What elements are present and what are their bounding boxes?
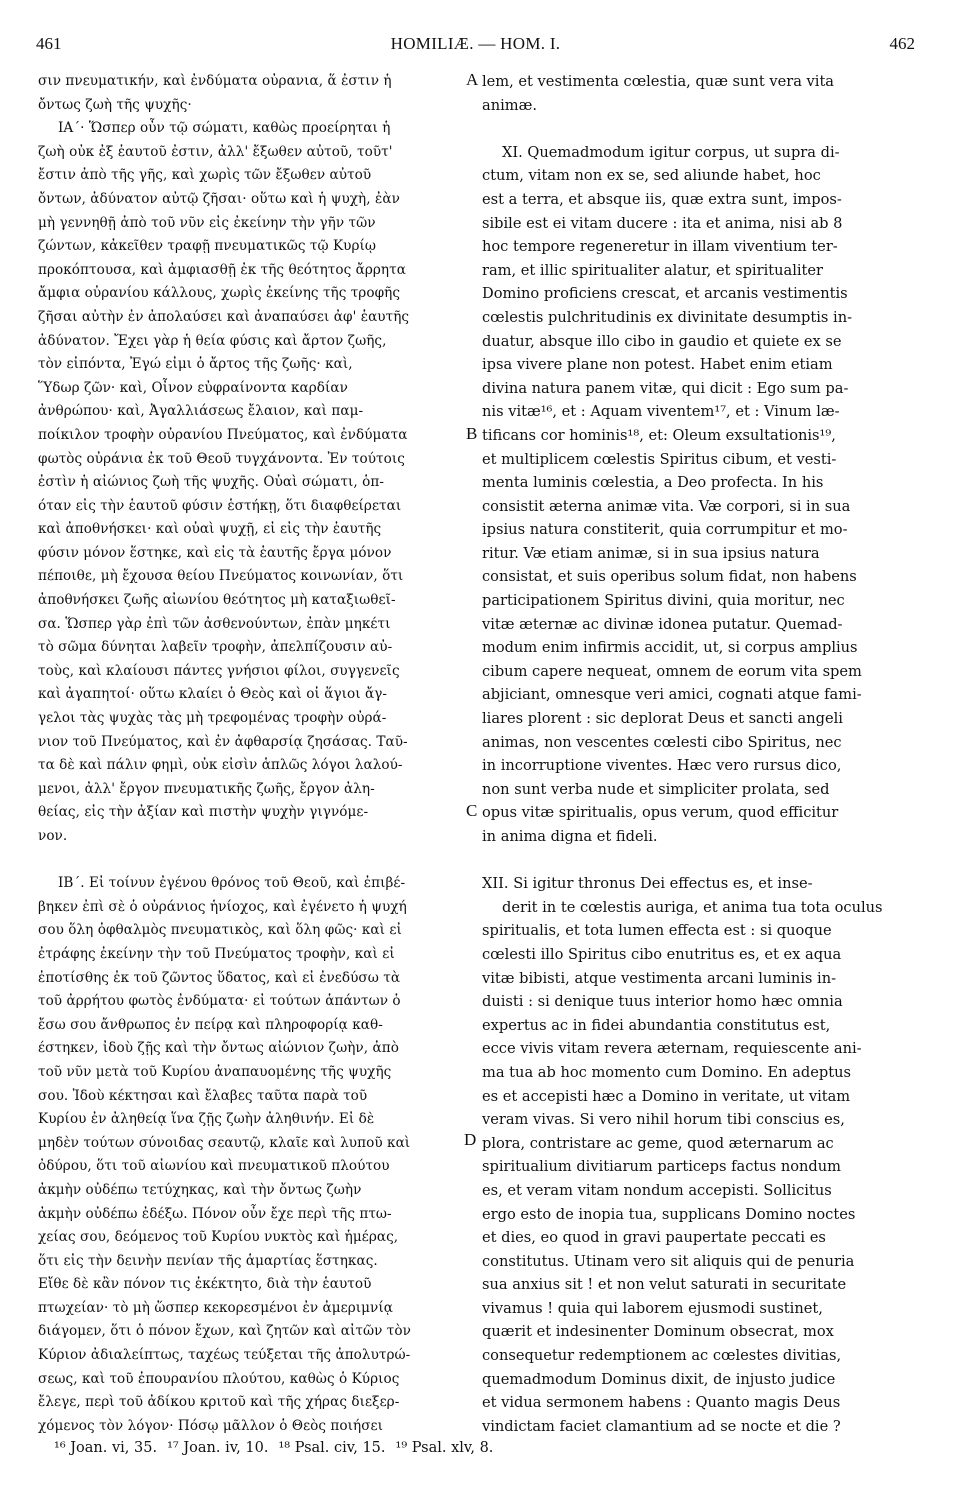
latin-text-line: vivamus ! quia qui laborem ejusmodi sustinet, [482, 1299, 823, 1317]
latin-text-line: divina natura panem vitæ, qui dicit : Ego sum pa- [482, 379, 849, 397]
greek-text-gap [38, 849, 464, 873]
margin-letter-d: D [464, 1130, 477, 1149]
latin-text-line: sibile est ei vitam ducere : ita et anima, nisi ab 8 [482, 214, 843, 232]
latin-text-line: et vidua sermonem habens : Quanto magis Deus [482, 1394, 841, 1412]
greek-text-line: καὶ ἀγαπητοί· οὕτω κλαίει ὁ Θεὸς καὶ οἱ ἅγιοι ἄγ- [38, 686, 388, 703]
latin-text-line: quemadmodum Dominus dixit, de injusto judice [482, 1370, 836, 1388]
latin-text-line: et multiplicem cœlestis Spiritus cibum, et vesti- [482, 450, 837, 468]
latin-text-line: ram, et illic spiritualiter alatur, et spiritualiter [482, 261, 824, 279]
margin-letter-a: A [466, 70, 479, 89]
greek-text-line: τὸ σῶμα δύνηται λαβεῖν τροφὴν, ἀπελπίζουσιν αὐ- [38, 639, 393, 656]
greek-text-line: ὀδύρου, ὅτι τοῦ αἰωνίου καὶ πνευματικοῦ πλούτου [38, 1158, 390, 1175]
latin-text-line: consequetur redemptionem ac cœlestes divitias, [482, 1347, 842, 1365]
latin-text-line: constitutus. Utinam vero sit aliquis qui de penuria [482, 1252, 855, 1270]
greek-text-line: τα δὲ καὶ πάλιν φημὶ, οὐκ εἰσὶν ἁπλῶς λόγοι λαλού- [38, 757, 403, 774]
latin-text-line: lem, et vestimenta cœlestia, quæ sunt vera vita [482, 73, 835, 90]
latin-text-line: participationem Spiritus divini, quia moritur, nec [482, 592, 845, 610]
latin-text-line: ritur. Væ etiam animæ, si in sua ipsius natura [482, 544, 820, 562]
greek-text-line: ἔσω σου ἄνθρωπος ἐν πείρᾳ καὶ πληροφορίᾳ καθ- [38, 1016, 383, 1033]
greek-text-line: ὅτι εἰς τὴν δεινὴν πενίαν τῆς ἁμαρτίας ἕστηκας. [38, 1252, 378, 1269]
footnote-19: ¹⁹ Psal. xlv, 8. [395, 1440, 494, 1456]
greek-text-line: πέποιθε, μὴ ἔχουσα θείου Πνεύματος κοινωνίαν, ὅτι [38, 568, 404, 585]
greek-text-line: ποίκιλον τροφὴν οὐρανίου Πνεύματος, καὶ ἐνδύματα [38, 426, 408, 443]
latin-text-line: et dies, eo quod in gravi paupertate peccati es [482, 1229, 826, 1247]
latin-text-line: consistit æterna animæ vita. Væ corpori, si in sua [482, 497, 851, 515]
latin-text-line: vitæ bibisti, atque vestimenta arcani luminis in- [482, 969, 837, 987]
latin-text-line: Domino proficiens crescat, et arcanis vestimentis [482, 285, 848, 303]
latin-text-line: vitæ æternæ ac divinæ idonea putatur. Quemad- [482, 615, 843, 633]
greek-text-line: έστηκεν, ἰδοὺ ζῇς καὶ τὴν ὄντως αἰώνιον ζωὴν, ἀπὸ [38, 1040, 399, 1057]
greek-text-line: ἐτράφης ἐκείνην τὴν τοῦ Πνεύματος τροφὴν, καὶ εἰ [38, 945, 395, 962]
footnote-16: ¹⁶ Joan. vi, 35. [54, 1440, 158, 1456]
greek-text-line: ὄντων, ἀδύνατον αὐτῷ ζῆσαι· οὕτω καὶ ἡ ψυχὴ, ἐὰν [38, 190, 400, 207]
latin-text-line: ma tua ab hoc momento cum Domino. En adeptus [482, 1063, 851, 1081]
latin-text-line: XI. Quemadmodum igitur corpus, ut supra di- [502, 143, 840, 161]
latin-text-line: tificans cor hominis¹⁸, et: Oleum exsultationis¹⁹, [482, 426, 836, 444]
latin-text-line: est a terra, et absque iis, quæ extra sunt, impos- [482, 190, 842, 208]
greek-column [38, 70, 464, 1438]
greek-text-line: ἔστιν ἀπὸ τῆς γῆς, καὶ χωρὶς τῶν ἔξωθεν αὐτοῦ [38, 167, 372, 184]
margin-letter-b: B [466, 424, 478, 443]
greek-text-line: όταν εἰς τὴν ἑαυτοῦ φύσιν ἑστήκῃ, ὅτι διαφθείρεται [38, 497, 402, 514]
greek-text-line: σεως, καὶ τοῦ ἐπουρανίου πλούτου, καθὼς ὁ Κύριος [38, 1370, 400, 1387]
latin-text-line: quærit et indesinenter Dominum obsecrat, mox [482, 1323, 834, 1341]
greek-text-line: Ὕδωρ ζῶν· καὶ, Οἶνον εὐφραίνοντα καρδίαν [38, 379, 348, 396]
latin-text-line: nis vitæ¹⁶, et : Aquam viventem¹⁷, et : Vinum læ- [482, 403, 840, 421]
latin-text-line: in incorruptione viventes. Hæc vero rursus dico, [482, 757, 842, 775]
latin-text-line: duatur, absque illo cibo in gaudio et quiete ex se [482, 332, 842, 350]
latin-text-line: in anima digna et fideli. [482, 828, 658, 845]
greek-text-line: θείας, εἰς τὴν ἀξίαν καὶ πιστὴν ψυχὴν γιγνόμε- [38, 804, 369, 821]
greek-text-line: ἄμφια οὐρανίου κάλλους, χωρὶς ἐκείνης τῆς τροφῆς [38, 285, 401, 302]
greek-text-line: τοῦ νῦν μετὰ τοῦ Κυρίου ἀναπαυομένης τῆς ψυχῆς [38, 1063, 392, 1080]
greek-text-line: ἀνθρώπου· καὶ, Ἀγαλλιάσεως ἔλαιον, καὶ παμ- [38, 403, 364, 420]
greek-text-line: ἀκμὴν οὐδέπω τετύχηκας, καὶ τὴν ὄντως ζωὴν [38, 1181, 362, 1198]
greek-text-line: χείας σου, δεόμενος τοῦ Κυρίου νυκτὸς καὶ ἡμέρας, [38, 1229, 399, 1246]
greek-text-line: ζωὴ οὐκ ἐξ ἑαυτοῦ ἐστιν, ἀλλ' ἔξωθεν αὐτοῦ, τοῦτ' [38, 143, 393, 160]
latin-text-gap [482, 117, 918, 141]
greek-text-line: γελοι τὰς ψυχὰς τὰς μὴ τρεφομένας τροφὴν οὐρά- [38, 710, 387, 727]
latin-text-line: consistat, et suis operibus solum fidat, non habens [482, 568, 857, 586]
greek-text-line: νιον τοῦ Πνεύματος, καὶ ἐν ἀφθαρσίᾳ ζησάσας. Ταῦ- [38, 733, 408, 750]
greek-text-line: μὴ γεννηθῇ ἀπὸ τοῦ νῦν εἰς ἐκείνην τὴν γῆν τῶν [38, 214, 376, 231]
greek-text-line: τοῦ ἀρρήτου φωτὸς ἐνδύματα· εἰ τούτων ἁπάντων ὁ [38, 993, 401, 1010]
latin-text-line: ipsius natura constiterit, quia corrumpitur et mo- [482, 521, 848, 539]
latin-text-line: menta luminis cœlestia, a Deo profecta. In his [482, 474, 824, 492]
greek-text-line: χόμενος τὸν λόγον· Πόσῳ μᾶλλον ὁ Θεὸς ποιήσει [38, 1417, 384, 1434]
latin-text-line: vindictam faciet clamantium ad se nocte et die ? [482, 1417, 841, 1435]
latin-text-line: cœlesti illo Spiritus cibo enutritus es, et ex aqua [482, 945, 842, 963]
greek-text-line: διάγομεν, ὅτι ὁ πόνον ἔχων, καὶ ζητῶν καὶ αἰτῶν τὸν [38, 1323, 411, 1340]
greek-text-line: ζώντων, κἀκεῖθεν τραφῇ πνευματικῶς τῷ Κυρίῳ [38, 238, 377, 255]
greek-text-line: βηκεν ἐπὶ σὲ ὁ οὐράνιος ἡνίοχος, καὶ ἐγένετο ἡ ψυχή [38, 898, 407, 915]
latin-text-line: duisti : si denique tuus interior homo hæc omnia [482, 993, 843, 1011]
greek-text-line: ἔλεγε, περὶ τοῦ ἀδίκου κριτοῦ καὶ τῆς χήρας διεξερ- [38, 1394, 400, 1411]
greek-text-line: ΙΒ΄. Εἰ τοίνυν ἐγένου θρόνος τοῦ Θεοῦ, καὶ ἐπιβέ- [58, 875, 406, 892]
greek-text-line: νον. [38, 828, 68, 844]
greek-text-line: ΙΑ΄· Ὥσπερ οὖν τῷ σώματι, καθὼς προείρηται ἡ [58, 120, 391, 137]
latin-column [482, 70, 918, 1438]
greek-text-line: Κύριον ἀδιαλείπτως, ταχέως τεύξεται τῆς ἀπολυτρώ- [38, 1347, 411, 1364]
latin-text-line: ergo esto de inopia tua, supplicans Domino noctes [482, 1205, 856, 1223]
greek-text-line: φύσιν μόνον ἕστηκε, καὶ εἰς τὰ ἑαυτῆς ἔργα μόνον [38, 544, 392, 561]
greek-text-line: Κυρίου ἐν ἀληθείᾳ ἵνα ζῇς ζωὴν ἀληθινήν. Εἰ δὲ [38, 1111, 375, 1128]
latin-text-line: sua anxius sit ! et non velut saturati in securitate [482, 1276, 847, 1294]
latin-text-line: plora, contristare ac geme, quod æternarum ac [482, 1134, 834, 1152]
latin-text-line: spiritualium divitiarum particeps factus nondum [482, 1158, 841, 1176]
greek-text-line: ὄντως ζωὴ τῆς ψυχῆς· [38, 96, 192, 113]
latin-text-line: XII. Si igitur thronus Dei effectus es, et inse- [482, 875, 813, 893]
page-header [36, 34, 915, 56]
latin-text-line: es et accepisti hæc a Domino in veritate, ut vitam [482, 1087, 851, 1105]
greek-text-line: ἐστὶν ἡ αἰώνιος ζωὴ τῆς ψυχῆς. Οὐαὶ σώματι, ὁπ- [38, 474, 385, 491]
greek-text-line: ἀποθνήσκει ζωῆς αἰωνίου θεότητος μὴ καταξιωθεῖ- [38, 592, 396, 609]
greek-text-line: μενοι, ἀλλ' ἔργον πνευματικῆς ζωῆς, ἔργον ἀλη- [38, 780, 375, 797]
greek-text-line: μηδὲν τούτων σύνοιδας σεαυτῷ, κλαῖε καὶ λυποῦ καὶ [38, 1134, 411, 1151]
greek-text-line: φωτὸς οὐράνια ἐκ τοῦ Θεοῦ τυγχάνοντα. Ἐν τούτοις [38, 450, 405, 467]
greek-text-line: σα. Ὥσπερ γὰρ ἐπὶ τῶν ἀσθενούντων, ἐπὰν μηκέτι [38, 615, 391, 632]
greek-text-line: σιν πνευματικήν, καὶ ἐνδύματα οὐρανια, ἅ ἐστιν ἡ [38, 73, 392, 89]
footnotes [54, 1440, 913, 1456]
latin-text-line: animas, non vescentes cœlesti cibo Spiritus, nec [482, 733, 842, 751]
greek-text-line: τὸν εἰπόντα, Ἐγώ εἰμι ὁ ἄρτος τῆς ζωῆς· καὶ, [38, 356, 353, 373]
running-title: HOMILIÆ. — HOM. I. [390, 34, 561, 53]
latin-text-gap [482, 849, 918, 873]
greek-text-line: σου ὅλη ὀφθαλμὸς πνευματικὸς, καὶ ὅλη φῶς· καὶ εἰ [38, 922, 402, 939]
latin-text-line: spiritualis, et tota lumen effecta est : si quoque [482, 922, 832, 940]
latin-text-line: hoc tempore regeneretur in illam viventium ter- [482, 238, 838, 256]
greek-text-line: σου. Ἰδοὺ κέκτησαι καὶ ἔλαβες ταῦτα παρὰ τοῦ [38, 1087, 368, 1104]
latin-text-line: abjiciant, omnesque veri amici, cognati atque fami- [482, 686, 862, 704]
greek-text-line: προκόπτουσα, καὶ ἀμφιασθῇ ἐκ τῆς θεότητος ἄρρητα [38, 261, 406, 278]
latin-text-line: ecce vivis vitam revera æternam, requiescente ani- [482, 1040, 862, 1058]
page-number-left: 461 [36, 34, 62, 53]
latin-text-line: liares plorent : sic deplorat Deus et sancti angeli [482, 710, 843, 728]
page-number-right: 462 [889, 34, 915, 53]
greek-text-line: ἀκμὴν οὐδέπω ἐδέξω. Πόνον οὖν ἔχε περὶ τῆς πτω- [38, 1205, 392, 1222]
latin-text-line: veram vivas. Si vero nihil horum tibi conscius es, [482, 1111, 845, 1129]
latin-text-line: expertus ac in fidei abundantia constitutus est, [482, 1016, 831, 1034]
latin-text-line: animæ. [482, 96, 537, 114]
footnote-18: ¹⁸ Psal. civ, 15. [278, 1440, 386, 1456]
latin-text-line: cœlestis pulchritudinis ex divinitate desumptis in- [482, 308, 853, 326]
latin-text-line: ipsa vivere plane non potest. Habet enim etiam [482, 356, 833, 374]
latin-text-line: derit in te cœlestis auriga, et anima tua tota oculus [502, 898, 883, 916]
footnote-17: ¹⁷ Joan. iv, 10. [167, 1440, 269, 1456]
latin-text-line: cibum capere nequeat, omnem de eorum vita spem [482, 662, 862, 680]
greek-text-line: Εἴθε δὲ κἂν πόνον τις ἐκέκτητο, διὰ τὴν ἑαυτοῦ [38, 1276, 372, 1293]
greek-text-line: ζῆσαι αὐτὴν ἐν ἀπολαύσει καὶ ἀναπαύσει ἀφ' ἑαυτῆς [38, 308, 410, 325]
latin-text-line: modum enim infirmis accidit, ut, si corpus amplius [482, 639, 858, 657]
greek-text-line: πτωχείαν· τὸ μὴ ὥσπερ κεκορεσμένοι ἐν ἀμεριμνίᾳ [38, 1299, 393, 1316]
greek-text-line: καὶ ἀποθνήσκει· καὶ οὐαὶ ψυχῇ, εἰ εἰς τὴν ἑαυτῆς [38, 521, 382, 538]
latin-text-line: non sunt verba nude et simpliciter prolata, sed [482, 780, 830, 798]
latin-text-line: ctum, vitam non ex se, sed aliunde habet, hoc [482, 167, 821, 185]
greek-text-line: τοὺς, καὶ κλαίουσι πάντες γνήσιοι φίλοι, συγγενεῖς [38, 662, 400, 679]
greek-text-line: ἐποτίσθης ἐκ τοῦ ζῶντος ὕδατος, καὶ εἰ ἐνεδύσω τὰ [38, 969, 401, 986]
latin-text-line: es, et veram vitam nondum accepisti. Sollicitus [482, 1181, 832, 1199]
latin-text-line: opus vitæ spiritualis, opus verum, quod efficitur [482, 804, 839, 822]
margin-letter-c: C [466, 801, 478, 820]
greek-text-line: ἀδύνατον. Ἔχει γὰρ ἡ θεία φύσις καὶ ἄρτον ζωῆς, [38, 332, 387, 349]
